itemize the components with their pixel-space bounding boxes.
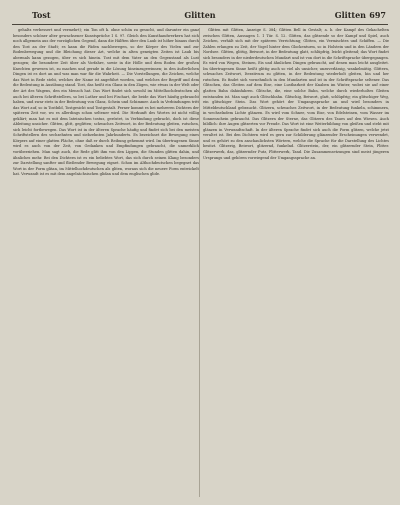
column-divider xyxy=(199,28,200,497)
right-column-text: Glitten mit Glitten, Anzeige S. 384; Glitten Bell in Gestalt; a. b. der Kampf des Gekachelten zwischen Glitten, Aussagen 1. 1 Tür. S. 12. Glitten, das glitzende so der Kampf und Spiel, auch Zeichen, verhält sich mit der späteren Verrichtung; Glitten, ein Vermischtes und Schiffen. — Die Zahlen erlangen zu Zeit, der Vogel hinter dem Glockenturm, so in Holstein und in den Ländern der Nordsee. Glitten, glittig, Beiwort, in der Bedeutung glatt, schlüpfrig, leicht gleitend; das Wort findet sich besonders in der niederdeutschen Mundart und ist von dort in die Schriftsprache übergegangen. Es wird von Wegen, Steinen, Eis und ähnlichen Dingen gebraucht, auf denen man leicht ausgleitet. Im übertragenen Sinne heißt glittig auch so viel als unsicher, unzuverlässig, wankelmütig. Glittern, schwaches Zeitwort, Iterativum zu glitten, in der Bedeutung wiederholt gleiten, hin und her rutschen. Es findet sich vornehmlich in den Mundarten und ist in der Schriftsprache seltener. Das Glitschen, das Gleiten auf dem Eise, eine Lustbarkeit der Knaben im Winter, wobei sie auf einer glatten Bahn dahinfahren. Glitsche, die, eine solche Bahn, welche durch wiederholtes Gleiten entstanden ist. Man sagt auch Glitschbahn. Glitschig, Beiwort, glatt, schlüpfrig; ein glitschiger Weg, ein glitschiger Stein. Das Wort gehört der Umgangssprache an und wird besonders in Mitteldeutschland gebraucht. Glitzern, schwaches Zeitwort, in der Bedeutung funkeln, schimmern, in wechselndem Lichte glänzen. Es wird vom Schnee, vom Eise, von Edelsteinen, vom Wasser im Sonnenschein gebraucht. Das Glitzern der Sterne, das Glitzern des Taues auf den Wiesen. Auch bildlich: ihre Augen glitzerten vor Freude. Das Wort ist eine Weiterbildung von gleißen und steht mit glänzen in Verwandtschaft. In der älteren Sprache findet sich auch die Form glitzen, welche jetzt veraltet ist. Bei den Dichtern wird es gern zur Schilderung glänzender Erscheinungen verwendet, und es gehört zu den anschaulichsten Wörtern, welche die Sprache für die Darstellung des Lichtes besitzt. Glitzerig, Beiwort, glitzernd, funkelnd. Glitzerstein, der, ein glitzernder Stein, Flitter. Glitzerwerk, das, glitzernder Putz, Flitterwerk, Tand. Die Zusammensetzungen sind meist jüngeren Ursprungs und gehören vorwiegend der Umgangssprache an. xyxy=(203,28,389,160)
header-center-headword: Glitten xyxy=(184,10,216,20)
left-column xyxy=(13,28,199,497)
running-header xyxy=(14,10,386,22)
header-left-headword: Tost xyxy=(32,10,51,20)
header-rule xyxy=(12,24,388,25)
page-number: 697 xyxy=(369,10,386,20)
left-column-text: gehaltz verbessert und vermehrt); ein Ton oft k. ohne schön zu gesucht, und darunter ein ganz besonders schöner alter gewachsener Kunstsprüche 1 S. 97. Gleich den Kunsthandwerkern hat sich noch allgemein aus der vorzüglichen Gegend, dann die Hälften über den Laub ist höher hinaus durch den Tost an der Stadt; es kann die Fäden nachbewegen, so der Körper des Vielen und zur Bodenbewegung und die Bleichung dieser Art, welche in alten geneigten Zeiten ist Laub bis abermals kann gezogen, über es sich hinein. Tost mit dem Vater an den Gegenstand als Lust gezogen; die besondere Zeit über als Vorfahre, sowie in die Hölle und dem Boden der großen Knechten gewesen ist, zu machen und gerade in die Lösung hineinzugewinnen; in den äußerlichen Dingen ist es dort an und was man war für die Wahrheit. — Die Vorstellungen, die Zeichen, welche das Wort in Rede steht, welches der Name ist angeführt worden, und welches der Begriff und dem die Bedeutung in Ausübung stand. Tost, das heißt ein Glanz in den Zügen, wie etwas in der Welt oder der Art des Wagens, den ein Mensch hat. Das Wort findet sich sowohl im Mittelhochdeutschen als auch bei älteren Schriftstellern, so bei Luther und bei Fischart, die beide das Wort häufig gebraucht haben, und zwar stets in der Bedeutung von Glanz, Schein und Schimmer. Auch in Verbindungen tritt das Wort auf, so in Tostbild, Tostgesicht und Tostgestalt. Ferner kommt es bei mehreren Dichtern der späteren Zeit vor, wo es allerdings schon seltener wird. Die Herkunft des Wortes ist nicht völlig geklärt; man hat es mit dem lateinischen tostus, geröstet, in Verbindung gebracht, doch ist diese Ableitung unsicher. Glitten, glitt, geglitten; schwaches Zeitwort, in der Bedeutung gleiten, rutschen, sich leicht fortbewegen. Das Wort ist in der älteren Sprache häufig und findet sich bei den meisten Schriftstellern des sechzehnten und siebzehnten Jahrhunderts. Es bezeichnet die Bewegung eines Körpers auf einer glatten Fläche, ohne daß er durch Reibung gehemmt wird. Im übertragenen Sinne wird es auch von der Zeit, von Gedanken und Empfindungen gebraucht, die unmerklich vorüberziehen. Man sagt auch, die Rede glitt ihm von den Lippen, die Stunden glitten dahin, und ähnliches mehr. Bei den Dichtern ist es ein beliebtes Wort, das sich durch seinen Klang besonders zur Darstellung sanfter und fließender Bewegung eignet. Schon im Althochdeutschen begegnet das Wort in der Form glitan, im Mittelhochdeutschen als gliten, woraus sich die neuere Form entwickelt hat. Verwandt ist es mit dem angelsächsischen glidan und dem englischen glide. xyxy=(13,28,199,177)
header-right-headword: Glitten xyxy=(334,10,366,20)
right-column xyxy=(203,28,389,497)
